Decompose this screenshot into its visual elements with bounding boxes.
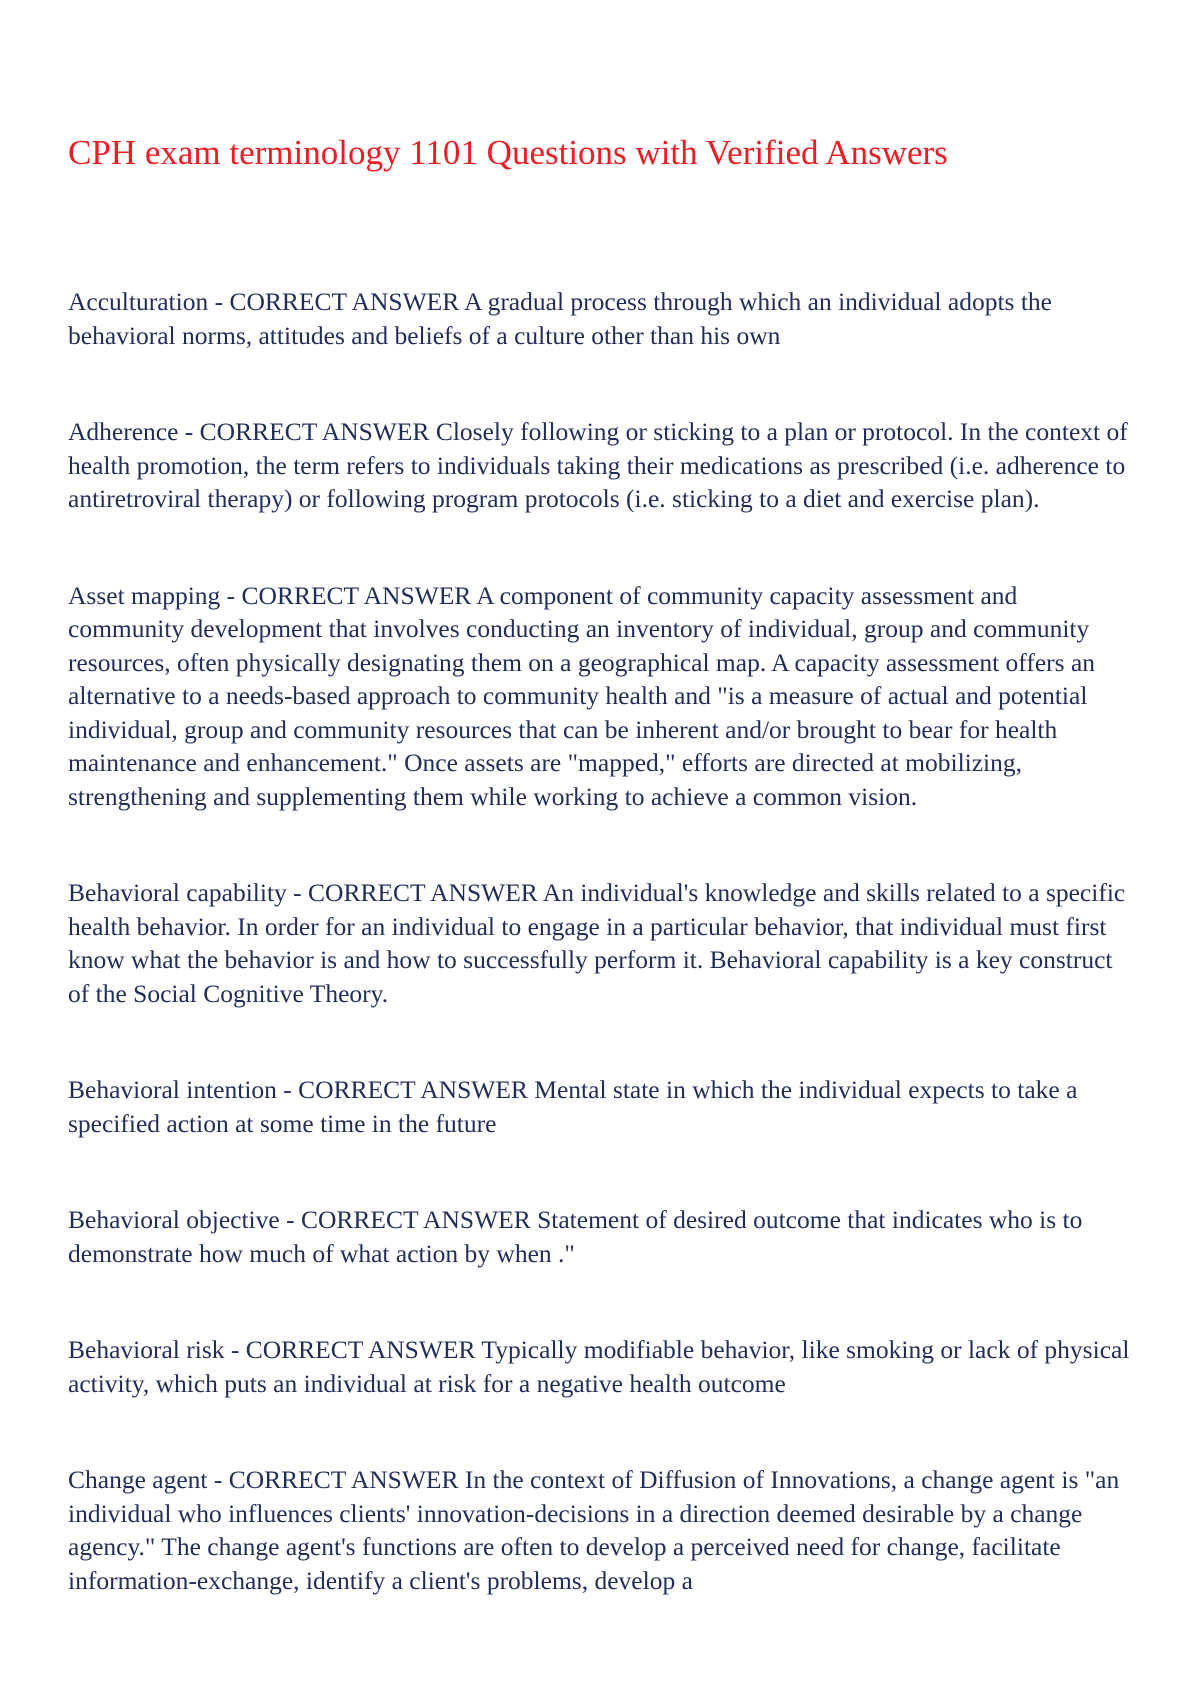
term-entry-behavioral-risk: Behavioral risk - CORRECT ANSWER Typically modifiable behavior, like smoking or lack of physical activity, which puts an individual at risk for a negative health outcome [68,1335,1130,1398]
document-title: CPH exam terminology 1101 Questions with Verified Answers [68,133,948,172]
term-entry-behavioral-capability: Behavioral capability - CORRECT ANSWER An individual's knowledge and skills related to a specific health behavior. In order for an individual to engage in a particular behavior, that individual must first know what the behavior is and how to successfully perform it. Behavioral capability is a key construct of the Social Cognitive Theory. [68,878,1126,1008]
term-entry-behavioral-objective: Behavioral objective - CORRECT ANSWER Statement of desired outcome that indicates who is to demonstrate how much of what action by when ." [68,1205,1083,1268]
term-entry-acculturation: Acculturation - CORRECT ANSWER A gradual process through which an individual adopts the behavioral norms, attitudes and beliefs of a culture other than his own [68,287,1052,350]
term-entry-asset-mapping: Asset mapping - CORRECT ANSWER A component of community capacity assessment and community development that involves conducting an inventory of individual, group and community resources, often physically designating them on a geographical map. A capacity assessment offers an alternative to a needs-based approach to community health and "is a measure of actual and potential individual, group and community resources that can be inherent and/or brought to bear for health maintenance and enhancement." Once assets are "mapped," efforts are directed at mobilizing, strengthening and supplementing them while working to achieve a common vision. [68,580,1096,811]
term-entry-adherence: Adherence - CORRECT ANSWER Closely following or sticking to a plan or protocol. In the context of health promotion, the term refers to individuals taking their medications as prescribed (i.e. adherence to antiretroviral therapy) or following program protocols (i.e. sticking to a diet and exercise plan). [68,417,1128,513]
term-entry-change-agent: Change agent - CORRECT ANSWER In the context of Diffusion of Innovations, a change agent is "an individual who influences clients' innovation-decisions in a direction deemed desirable by a change agency." The change agent's functions are often to develop a perceived need for change, facilitate information-exchange, identify a client's problems, develop a [68,1465,1120,1595]
term-entry-behavioral-intention: Behavioral intention - CORRECT ANSWER Mental state in which the individual expects to take a specified action at some time in the future [68,1075,1078,1138]
term-list [68,285,1138,1660]
